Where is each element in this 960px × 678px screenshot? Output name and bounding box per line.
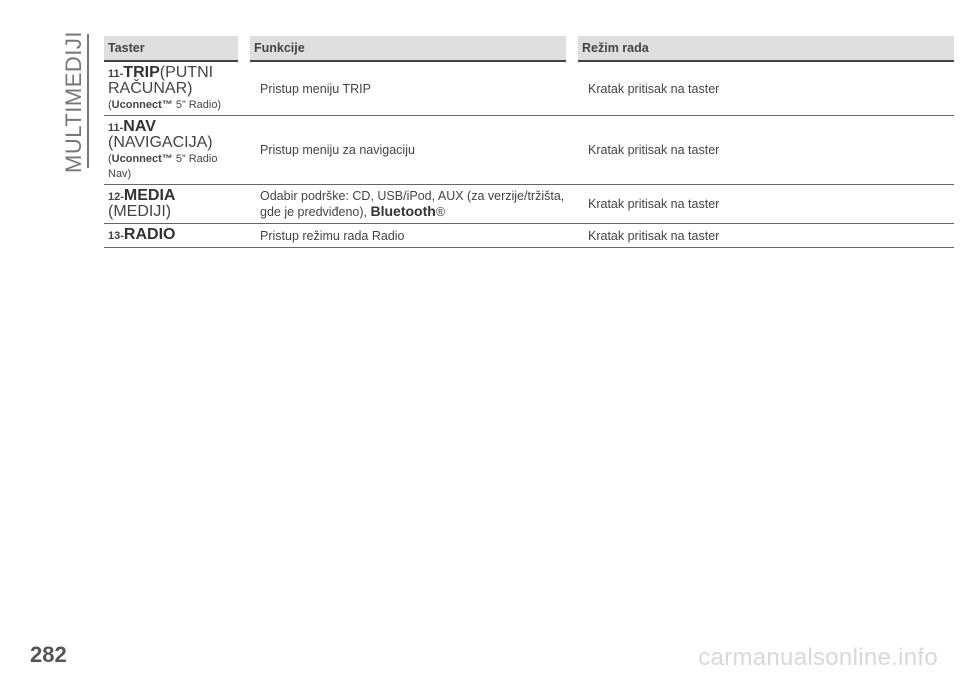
header-rezim-rada: Režim rada (572, 36, 954, 61)
key-number: 13- (108, 230, 124, 242)
header-funkcije: Funkcije (244, 36, 572, 61)
key-number: 11- (108, 122, 124, 134)
key-cell (104, 224, 244, 248)
mode-cell: Kratak pritisak na taster (572, 61, 954, 116)
function-cell: Pristup meniju TRIP (244, 61, 572, 116)
function-cell: Pristup režimu rada Radio (244, 224, 572, 248)
table-row (104, 185, 954, 224)
table-row (104, 61, 954, 116)
table-row (104, 116, 954, 185)
key-name: MEDIA (123, 187, 176, 204)
key-number: 12- (108, 191, 124, 203)
section-side-title (61, 31, 86, 173)
brand-name: Uconnect™ (111, 153, 173, 165)
key-description: (NAVIGACIJA) (108, 134, 213, 151)
key-description: (PUTNI RAČUNAR) (108, 64, 214, 97)
bluetooth-label: Bluetooth (370, 203, 436, 219)
watermark: carmanualsonline.info (698, 644, 938, 671)
mode-cell: Kratak pritisak na taster (572, 224, 954, 248)
table-row (104, 224, 954, 248)
mode-cell: Kratak pritisak na taster (572, 116, 954, 185)
section-side-title-text: MULTIMEDIJI (61, 31, 86, 173)
key-cell (104, 61, 244, 116)
brand-name: Uconnect™ (111, 99, 173, 111)
key-number: 11- (108, 68, 124, 80)
function-cell: Odabir podrške: CD, USB/iPod, AUX (za verzije/tržišta, gde je predviđeno), Bluetooth® (244, 185, 572, 224)
key-cell (104, 116, 244, 185)
table-header-row (104, 36, 954, 61)
page-number: 282 (30, 642, 67, 667)
key-name: NAV (123, 118, 156, 135)
button-function-table (104, 36, 954, 248)
header-taster: Taster (104, 36, 244, 61)
key-name: RADIO (123, 226, 176, 243)
key-note: (Uconnect™ 5” Radio) (108, 99, 222, 111)
key-cell (104, 185, 244, 224)
key-name: TRIP (123, 64, 160, 81)
mode-cell: Kratak pritisak na taster (572, 185, 954, 224)
key-description: (MEDIJI) (108, 203, 172, 220)
function-cell: Pristup meniju za navigaciju (244, 116, 572, 185)
section-side-rule (87, 34, 89, 168)
key-note: (Uconnect™ 5” Radio Nav) (108, 153, 218, 180)
